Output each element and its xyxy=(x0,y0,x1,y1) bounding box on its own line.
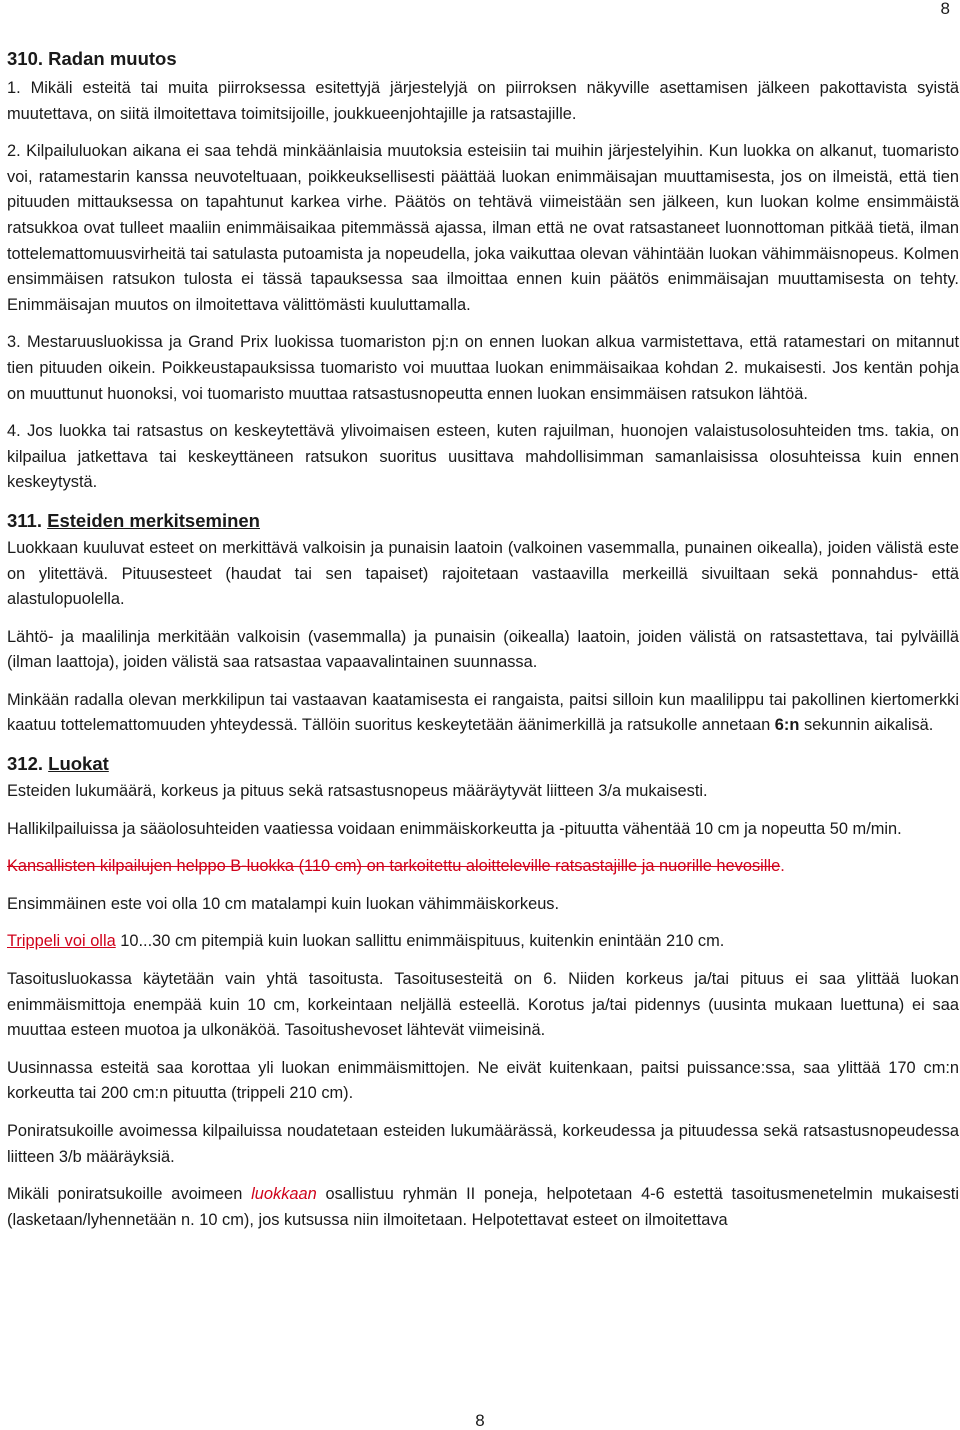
s310-p3a-text: 3. Mestaruusluokissa ja Grand Prix luokissa tuomariston pj:n on ennen luokan alkua varmistettava, että ratamestari on mitannut tien pituuden oikein. xyxy=(7,333,959,377)
s312-p3-end: . xyxy=(780,857,785,876)
section-312-heading: Luokat xyxy=(48,753,109,775)
s312-p3-struck-text: Kansallisten kilpailujen helppo B-luokka (110 cm) on tarkoitettu aloitteleville ratsastajille ja nuorille hevosille xyxy=(7,857,781,876)
s312-p8-text: Poniratsukoille avoimessa kilpailuissa noudatetaan esteiden lukumäärässä, korkeudessa ja pituudessa sekä ratsastusnopeudessa liitteen 3/b määräyksiä. xyxy=(7,1122,959,1166)
section-310-paragraph-3 xyxy=(7,330,959,407)
section-311-heading: Esteiden merkitseminen xyxy=(47,509,260,531)
section-312-paragraph-2 xyxy=(7,817,959,843)
section-310-paragraph-1 xyxy=(7,76,959,127)
s310-p4b-text: takia, on kilpailua jatkettava tai keskeyttäneen ratsukon suoritus uusittava mahdollisimman samanlaisissa olosuhteissa kuin ennen keskeytystä. xyxy=(7,422,960,492)
s312-p5-red-text: Trippeli voi olla xyxy=(7,932,116,951)
s310-p2b-text: Kun luokka on alkanut, tuomaristo voi, ratamestarin kanssa neuvoteltuaan, poikkeuksellisesti päättää luokan enimmäisajan muuttamisesta, jos on ilmeistä, että tien pituuden mittauksessa on tapahtunut karkea virhe. xyxy=(7,142,959,212)
s310-p2c-text: Päätös on tehtävä viimeistään sen jälkeen, kun luokan kolme ensimmäistä ratsukkoa ovat tulleet maaliin enimmäisaikaa pitemmässä ajassa, ilman että ne ovat ratsastaneet luonnottoman pitkää tietä, ilman tottelemattomuusvirheitä tai satulasta putoamista ja nopeudella, joka vaikuttaa olevan vähintään luokan vähimmäisnopeus. xyxy=(7,193,959,263)
section-311-paragraph-2 xyxy=(7,625,959,676)
section-312-paragraph-9 xyxy=(7,1182,959,1233)
section-312-paragraph-1 xyxy=(7,779,959,805)
s311-p1a-text: Luokkaan kuuluvat esteet on merkittävä valkoisin ja punaisin laatoin (valkoinen vasemmalla, punainen oikealla), joiden välistä este on ylitettävä. xyxy=(7,538,959,583)
section-312-paragraph-3 xyxy=(7,854,959,880)
s310-p3c-text: Jos kentän pohja on muuttunut huonoksi, voi tuomaristo muuttaa ratsastusnopeutta ennen luokan ensimmäisen ratsukon lähtöä. xyxy=(7,358,960,403)
s312-p7a-text: Uusinnassa esteitä saa korottaa yli luokan enimmäismittojen. xyxy=(7,1058,470,1077)
s310-p3b-text: Poikkeustapauksissa tuomaristo voi muuttaa luokan enimmäisaikaa kohdan 2. mukaisesti. xyxy=(155,358,827,377)
s311-p3c-text: sekunnin aikalisä. xyxy=(799,716,934,735)
section-310-paragraph-2 xyxy=(7,139,959,318)
s311-p3a-text: Minkään radalla olevan merkkilipun tai vastaavan kaatamisesta ei rangaista, paitsi silloin kun maalilippu tai pakollinen kiertomerkki kaatuu tottelemattomuuden yhteydessä. xyxy=(7,690,959,735)
s312-p2-text: Hallikilpailuissa ja sääolosuhteiden vaatiessa voidaan enimmäiskorkeutta ja -pituutta vähentää 10 cm ja nopeutta 50 m/min. xyxy=(7,819,902,838)
section-312-title xyxy=(7,751,959,777)
s310-p4a-text: 4. Jos luokka tai ratsastus on keskeytettävä ylivoimaisen esteen, kuten rajuilman, huonojen valaistusolosuhteiden tms. xyxy=(7,422,889,441)
s311-p3b-text: Tällöin suoritus keskeytetään äänimerkillä ja ratsukolle annetaan xyxy=(297,716,775,735)
section-310-paragraph-4 xyxy=(7,419,959,496)
s311-p2-text: Lähtö- ja maalilinja merkitään valkoisin (vasemmalla) ja punaisin (oikealla) laatoin, joiden välistä on ratsastettava, tai pylväillä (ilman laattoja), joiden välistä saa ratsastaa vapaavalintainen suunnassa. xyxy=(7,627,959,672)
s311-p1b-text: Pituusesteet (haudat tai sen tapaiset) rajoitetaan vastaavilla merkeillä sivuiltaan sekä ponnahdus- että alastulopuolella. xyxy=(7,564,959,609)
page-number-bottom: 8 xyxy=(475,1411,485,1430)
s312-p6a-text: Tasoitusluokassa käytetään vain yhtä tasoitusta. Tasoitusesteitä on 6. Niiden korkeus ja/tai pituus ei saa ylittää luokan enimmäismittoja enempää kuin 10 cm, korkeintaan neljällä esteellä. xyxy=(7,970,959,1014)
section-312-paragraph-5 xyxy=(7,929,959,955)
section-312-paragraph-4 xyxy=(7,892,959,918)
section-311-title xyxy=(7,508,959,534)
s311-p3-bold: 6:n xyxy=(774,716,800,735)
s312-p4-text: Ensimmäinen este voi olla 10 cm matalampi kuin luokan vähimmäiskorkeus. xyxy=(7,894,560,913)
s312-p9-red-text: luokkaan xyxy=(251,1185,317,1204)
document-body xyxy=(7,46,959,1245)
section-312-paragraph-6 xyxy=(7,967,959,1044)
section-312-paragraph-8 xyxy=(7,1119,959,1170)
s312-p1-text: Esteiden lukumäärä, korkeus ja pituus sekä ratsastusnopeus määräytyvät liitteen 3/a mukaisesti. xyxy=(7,782,708,801)
page-number-top: 8 xyxy=(940,0,950,18)
section-311-paragraph-1 xyxy=(7,536,959,613)
s312-p9b-text: osallistuu ryhmän II poneja, helpotetaan 4-6 estettä tasoitusmenetelmin mukaisesti (lasketaan/lyhennetään n. 10 cm), jos kutsussa niin ilmoitetaan. Helpotettavat esteet on ilmoitettava xyxy=(7,1185,959,1229)
s310-p1-text: 1. Mikäli esteitä tai muita piirroksessa esitettyjä järjestelyjä on piirroksen näkyville asettamisen jälkeen pakottavista syistä muutettava, on siitä ilmoitettava toimitsijoille, joukkueenjohtajille ja ratsastajille. xyxy=(7,79,959,123)
s310-p2a-text: 2. Kilpailuluokan aikana ei saa tehdä minkäänlaisia muutoksia esteisiin tai muihin järjestelyihin. xyxy=(7,142,704,161)
section-312-paragraph-7 xyxy=(7,1056,959,1107)
s312-p6b-text: Korotus ja/tai pidennys (uusinta mukaan luettuna) ei saa muuttaa esteen muotoa ja ulkonäköä. Tasoitushevoset lähtevät viimeisinä. xyxy=(7,995,959,1040)
section-311-number: 311. xyxy=(7,509,42,531)
s312-p7b-text: Ne eivät kuitenkaan, paitsi puissance:ssa, saa ylittää 170 cm:n korkeutta tai 200 cm:n pituutta (trippeli 210 cm). xyxy=(7,1058,960,1103)
section-310-title: 310. Radan muutos xyxy=(7,48,177,69)
section-311-paragraph-3 xyxy=(7,688,959,739)
s312-p5-rest: 10...30 cm pitempiä kuin luokan sallittu enimmäispituus, kuitenkin enintään 210 cm. xyxy=(115,932,725,951)
s310-p2d-text: Kolmen ensimmäisen ratsukon tulosta ei tässä tapauksessa saa ilmoittaa ennen kuin päätös enimmäisajan muuttamisesta on tehty. Enimmäisajan muutos on ilmoitettava välittömästi kuuluttamalla. xyxy=(7,244,959,314)
s312-p9a-text: Mikäli poniratsukoille avoimeen xyxy=(7,1185,252,1204)
section-312-number: 312. xyxy=(7,753,44,775)
